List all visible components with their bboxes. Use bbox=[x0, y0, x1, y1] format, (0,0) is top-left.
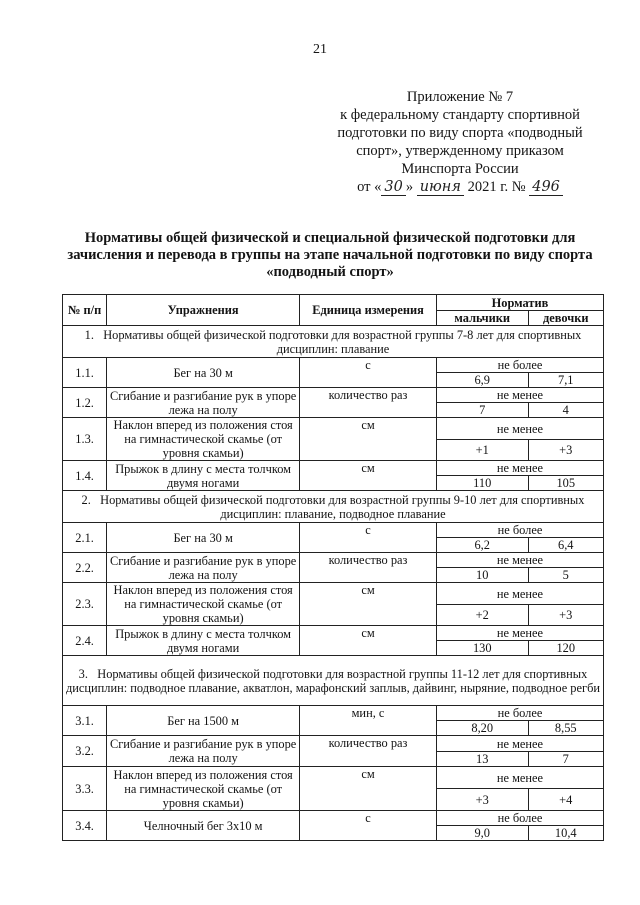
row-unit: с bbox=[300, 358, 437, 388]
order-number: 496 bbox=[529, 179, 563, 196]
section-row bbox=[63, 656, 604, 706]
row-girls-value: +3 bbox=[528, 605, 603, 626]
row-exercise: Бег на 30 м bbox=[107, 358, 300, 388]
section-row bbox=[63, 326, 604, 358]
table-row bbox=[63, 461, 604, 476]
section-num: 3. bbox=[78, 666, 88, 681]
row-condition: не более bbox=[436, 358, 603, 373]
header-girls: девочки bbox=[528, 311, 603, 326]
row-boys-value: 13 bbox=[436, 752, 528, 767]
row-unit: см bbox=[300, 626, 437, 656]
row-condition: не менее bbox=[436, 461, 603, 476]
order-day: 30 bbox=[381, 179, 405, 196]
row-num: 1.1. bbox=[63, 358, 107, 388]
row-girls-value: 5 bbox=[528, 568, 603, 583]
section-row bbox=[63, 491, 604, 523]
row-condition: не менее bbox=[436, 736, 603, 752]
row-girls-value: 8,55 bbox=[528, 721, 603, 736]
order-month: июня bbox=[417, 179, 464, 196]
row-num: 2.3. bbox=[63, 583, 107, 626]
row-boys-value: +1 bbox=[436, 440, 528, 461]
row-num: 1.4. bbox=[63, 461, 107, 491]
row-unit: см bbox=[300, 461, 437, 491]
row-unit: мин, с bbox=[300, 706, 437, 736]
section-title bbox=[63, 656, 604, 706]
order-mid: » bbox=[405, 179, 414, 195]
row-girls-value: 120 bbox=[528, 641, 603, 656]
row-num: 2.2. bbox=[63, 553, 107, 583]
row-num: 3.2. bbox=[63, 736, 107, 767]
row-unit: с bbox=[300, 811, 437, 841]
appendix-line: Приложение № 7 bbox=[406, 89, 514, 105]
row-exercise: Бег на 1500 м bbox=[107, 706, 300, 736]
order-prefix: от « bbox=[357, 179, 382, 195]
table-row bbox=[63, 626, 604, 641]
row-boys-value: 6,2 bbox=[436, 538, 528, 553]
row-exercise: Прыжок в длину с места толчком двумя ногами bbox=[107, 461, 300, 491]
row-unit: см bbox=[300, 418, 437, 461]
row-num: 2.1. bbox=[63, 523, 107, 553]
header-norm: Норматив bbox=[436, 295, 603, 311]
row-boys-value: +3 bbox=[436, 789, 528, 811]
row-condition: не более bbox=[436, 811, 603, 826]
appendix-block bbox=[330, 88, 590, 196]
row-boys-value: 110 bbox=[436, 476, 528, 491]
row-boys-value: 8,20 bbox=[436, 721, 528, 736]
row-condition: не более bbox=[436, 523, 603, 538]
row-unit: с bbox=[300, 523, 437, 553]
appendix-line: к федеральному стандарту спортивной bbox=[340, 107, 580, 123]
header-boys: мальчики bbox=[436, 311, 528, 326]
section-num: 1. bbox=[84, 327, 94, 342]
order-year: 2021 г. № bbox=[467, 179, 526, 195]
row-exercise: Челночный бег 3х10 м bbox=[107, 811, 300, 841]
row-num: 1.3. bbox=[63, 418, 107, 461]
section-title-text: Нормативы общей физической подготовки для возрастной группы 11-12 лет для спортивных дисциплин: подводное плавание, акватлон, марафонский заплыв, дайвинг, ныряние, подводное регби bbox=[65, 666, 601, 695]
row-exercise: Наклон вперед из положения стоя на гимнастической скамье (от уровня скамьи) bbox=[107, 418, 300, 461]
row-exercise: Сгибание и разгибание рук в упоре лежа на полу bbox=[107, 553, 300, 583]
row-boys-value: 10 bbox=[436, 568, 528, 583]
order-line bbox=[330, 178, 590, 196]
row-condition: не менее bbox=[436, 767, 603, 789]
table-row bbox=[63, 736, 604, 752]
row-num: 1.2. bbox=[63, 388, 107, 418]
page-number: 21 bbox=[313, 42, 327, 57]
row-unit: количество раз bbox=[300, 388, 437, 418]
appendix-line: спорт», утвержденному приказом bbox=[356, 143, 564, 159]
document-title: Нормативы общей физической и специальной физической подготовки для зачисления и перевода в группы на этапе начальной подготовки по виду спорта «подводный спорт» bbox=[67, 230, 593, 280]
row-boys-value: 7 bbox=[436, 403, 528, 418]
table-row bbox=[63, 767, 604, 789]
row-boys-value: 6,9 bbox=[436, 373, 528, 388]
table-row bbox=[63, 418, 604, 440]
row-exercise: Прыжок в длину с места толчком двумя ногами bbox=[107, 626, 300, 656]
row-condition: не менее bbox=[436, 583, 603, 605]
row-girls-value: +4 bbox=[528, 789, 603, 811]
row-num: 3.3. bbox=[63, 767, 107, 811]
row-boys-value: 130 bbox=[436, 641, 528, 656]
section-title-text: Нормативы общей физической подготовки для возрастной группы 9-10 лет для спортивных дисциплин: плавание, подводное плавание bbox=[100, 492, 585, 521]
row-girls-value: 7 bbox=[528, 752, 603, 767]
table-row bbox=[63, 358, 604, 373]
row-girls-value: 10,4 bbox=[528, 826, 603, 841]
row-boys-value: 9,0 bbox=[436, 826, 528, 841]
standards-table bbox=[62, 294, 604, 841]
table-row bbox=[63, 583, 604, 605]
row-condition: не менее bbox=[436, 553, 603, 568]
table-row bbox=[63, 523, 604, 538]
row-exercise: Бег на 30 м bbox=[107, 523, 300, 553]
appendix-line: Минспорта России bbox=[401, 161, 519, 177]
row-condition: не менее bbox=[436, 626, 603, 641]
header-num: № п/п bbox=[63, 295, 107, 326]
table-row bbox=[63, 811, 604, 826]
row-unit: см bbox=[300, 767, 437, 811]
section-title bbox=[63, 491, 604, 523]
row-unit: количество раз bbox=[300, 736, 437, 767]
section-title-text: Нормативы общей физической подготовки для возрастной группы 7-8 лет для спортивных дисциплин: плавание bbox=[103, 327, 582, 356]
row-boys-value: +2 bbox=[436, 605, 528, 626]
row-unit: см bbox=[300, 583, 437, 626]
row-exercise: Наклон вперед из положения стоя на гимнастической скамье (от уровня скамьи) bbox=[107, 583, 300, 626]
row-num: 3.1. bbox=[63, 706, 107, 736]
row-condition: не менее bbox=[436, 418, 603, 440]
row-girls-value: +3 bbox=[528, 440, 603, 461]
row-exercise: Сгибание и разгибание рук в упоре лежа на полу bbox=[107, 736, 300, 767]
section-title bbox=[63, 326, 604, 358]
header-unit: Единица измерения bbox=[300, 295, 437, 326]
row-condition: не более bbox=[436, 706, 603, 721]
row-unit: количество раз bbox=[300, 553, 437, 583]
table-row bbox=[63, 706, 604, 721]
row-exercise: Наклон вперед из положения стоя на гимнастической скамье (от уровня скамьи) bbox=[107, 767, 300, 811]
row-girls-value: 6,4 bbox=[528, 538, 603, 553]
row-condition: не менее bbox=[436, 388, 603, 403]
row-girls-value: 4 bbox=[528, 403, 603, 418]
table-row bbox=[63, 388, 604, 403]
row-exercise: Сгибание и разгибание рук в упоре лежа на полу bbox=[107, 388, 300, 418]
section-num: 2. bbox=[81, 492, 91, 507]
appendix-line: подготовки по виду спорта «подводный bbox=[337, 125, 583, 141]
row-num: 3.4. bbox=[63, 811, 107, 841]
header-exercise: Упражнения bbox=[107, 295, 300, 326]
table-row bbox=[63, 553, 604, 568]
row-num: 2.4. bbox=[63, 626, 107, 656]
row-girls-value: 105 bbox=[528, 476, 603, 491]
row-girls-value: 7,1 bbox=[528, 373, 603, 388]
